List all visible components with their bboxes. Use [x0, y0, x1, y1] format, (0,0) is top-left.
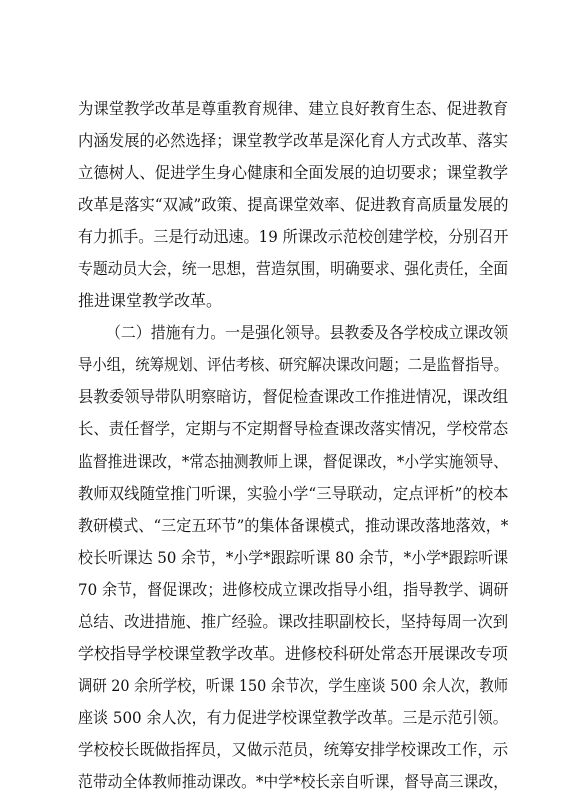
- text-line: 有力抓手。三是行动迅速。19 所课改示范校创建学校，分别召开: [78, 227, 509, 246]
- text-line: 立德树人、促进学生身心健康和全面发展的迫切要求；课堂教学: [78, 163, 509, 182]
- text-line: 专题动员大会，统一思想，营造氛围，明确要求、强化责任，全面: [78, 259, 509, 278]
- text-line: 推进课堂教学改革。: [78, 291, 223, 310]
- text-line: 调研 20 余所学校，听课 150 余节次，学生座谈 500 余人次，教师: [78, 676, 509, 695]
- text-line: 改革是落实“双减”政策、提高课堂效率、促进教育高质量发展的: [78, 195, 509, 214]
- text-line: 为课堂教学改革是尊重教育规律、建立良好教育生态、促进教育: [78, 99, 509, 118]
- text-line: 学校指导学校课堂教学改革。进修校科研处常态开展课改专项: [78, 644, 508, 663]
- text-line: 教师双线随堂推门听课，实验小学“三导联动，定点评析”的校本: [78, 484, 509, 503]
- text-line: 座谈 500 余人次，有力促进学校课堂教学改革。三是示范引领。: [78, 708, 508, 727]
- text-line: 总结、改进措施、推广经验。课改挂职副校长，坚持每周一次到: [78, 612, 509, 631]
- paragraph-heading-line: （二）措施有力。一是强化领导。县教委及各学校成立课改领: [106, 323, 509, 342]
- text-line: 校长听课达 50 余节，*小学*跟踪听课 80 余节，*小学*跟踪听课: [78, 548, 509, 567]
- text-line: 范带动全体教师推动课改。*中学*校长亲自听课，督导高三课改，: [78, 772, 509, 791]
- text-line: 监督推进课改，*常态抽测教师上课，督促课改，*小学实施领导、: [78, 452, 509, 471]
- text-line: 内涵发展的必然选择；课堂教学改革是深化育人方式改革、落实: [78, 131, 509, 150]
- text-line: 导小组，统筹规划、评估考核、研究解决课改问题；二是监督指导。: [78, 355, 509, 374]
- text-line: 教研模式、“三定五环节”的集体备课模式，推动课改落地落效，*: [78, 516, 509, 535]
- text-line: 长、责任督学，定期与不定期督导检查课改落实情况，学校常态: [78, 419, 509, 438]
- text-line: 70 余节，督促课改；进修校成立课改指导小组，指导教学、调研: [78, 580, 509, 599]
- text-line: 学校校长既做指挥员，又做示范员，统筹安排学校课改工作，示: [78, 740, 509, 759]
- text-line: 县教委领导带队明察暗访，督促检查课改工作推进情况，课改组: [78, 387, 509, 406]
